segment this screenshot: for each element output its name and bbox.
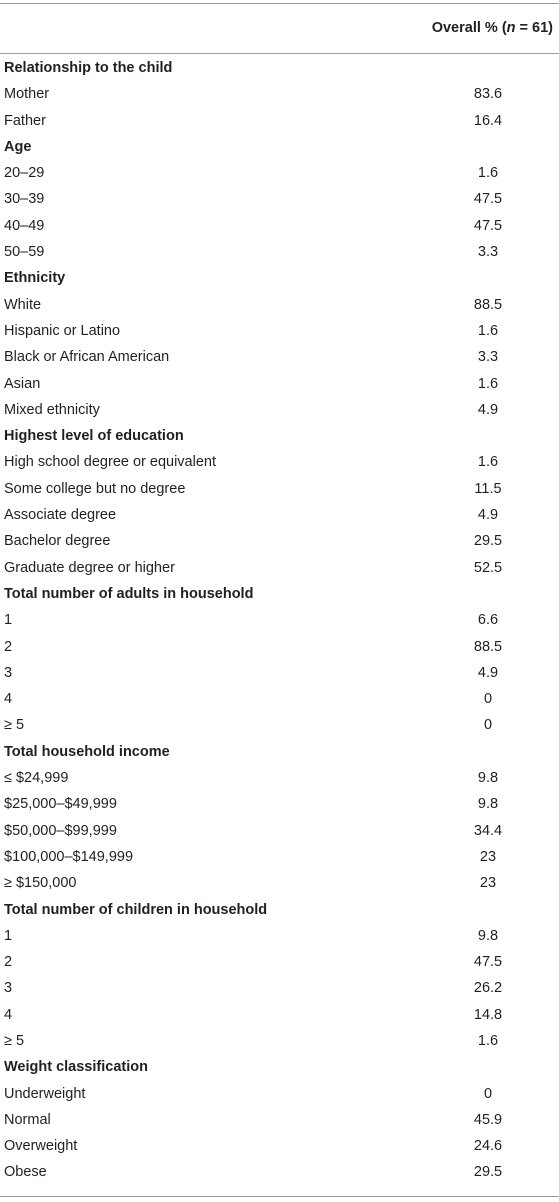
row-label: Hispanic or Latino xyxy=(4,322,121,339)
row-value: 88.5 xyxy=(473,638,503,655)
row-label: Obese xyxy=(4,1164,47,1181)
table-row xyxy=(0,449,559,475)
table-row xyxy=(0,765,559,791)
row-value: 24.6 xyxy=(473,1138,503,1155)
row-value: 4.9 xyxy=(477,401,499,418)
section-header-row xyxy=(0,1054,559,1080)
table-row xyxy=(0,712,559,738)
row-label: 3 xyxy=(4,980,13,997)
table-bottom-rule xyxy=(0,1196,559,1197)
row-value: 29.5 xyxy=(473,1164,503,1181)
row-label: Associate degree xyxy=(4,507,117,524)
row-value: 23 xyxy=(479,875,497,892)
row-label: Mother xyxy=(4,86,50,103)
row-label: $100,000–$149,999 xyxy=(4,848,134,865)
section-header-row xyxy=(0,423,559,449)
table-row xyxy=(0,791,559,817)
row-value: 26.2 xyxy=(473,980,503,997)
row-value: 3.3 xyxy=(477,244,499,261)
table-row xyxy=(0,528,559,554)
row-value: 3.3 xyxy=(477,349,499,366)
section-header-row xyxy=(0,134,559,160)
row-label: $50,000–$99,999 xyxy=(4,822,117,839)
row-value: 14.8 xyxy=(473,1006,503,1023)
column-header-prefix: Overall % ( xyxy=(431,20,507,36)
row-label: 4 xyxy=(4,691,13,708)
row-label: 50–59 xyxy=(4,244,45,261)
section-title: Total number of adults in household xyxy=(4,585,254,602)
row-value: 6.6 xyxy=(477,612,499,629)
row-value: 16.4 xyxy=(473,112,503,129)
row-label: Underweight xyxy=(4,1085,86,1102)
table-row xyxy=(0,1081,559,1107)
row-label: ≥ $150,000 xyxy=(4,875,77,892)
table-row xyxy=(0,870,559,896)
row-label: ≤ $24,999 xyxy=(4,770,69,787)
row-value: 47.5 xyxy=(473,217,503,234)
section-title: Relationship to the child xyxy=(4,60,173,76)
row-label: Graduate degree or higher xyxy=(4,559,175,576)
section-title: Ethnicity xyxy=(4,270,66,287)
row-value: 83.6 xyxy=(473,86,503,103)
column-header-suffix: = 61) xyxy=(515,20,553,36)
section-title: Total household income xyxy=(4,743,170,760)
row-value: 29.5 xyxy=(473,533,503,550)
row-label: White xyxy=(4,296,42,313)
row-value: 47.5 xyxy=(473,954,503,971)
row-label: ≥ 5 xyxy=(4,1032,25,1049)
row-label: 3 xyxy=(4,664,13,681)
row-label: ≥ 5 xyxy=(4,717,25,734)
table-row xyxy=(0,844,559,870)
table-row xyxy=(0,949,559,975)
table-row xyxy=(0,1002,559,1028)
table-row xyxy=(0,1159,559,1185)
table-row xyxy=(0,344,559,370)
section-title: Age xyxy=(4,138,32,155)
row-label: 20–29 xyxy=(4,165,45,182)
table-row xyxy=(0,502,559,528)
row-label: High school degree or equivalent xyxy=(4,454,216,471)
row-value: 88.5 xyxy=(473,296,503,313)
table-header-row xyxy=(0,14,559,42)
row-value: 0 xyxy=(483,1085,493,1102)
section-header-row xyxy=(0,55,559,81)
table-row xyxy=(0,1133,559,1159)
row-label: Normal xyxy=(4,1111,51,1128)
row-value: 1.6 xyxy=(477,454,499,471)
table-row xyxy=(0,213,559,239)
row-label: Overweight xyxy=(4,1138,78,1155)
table-row xyxy=(0,239,559,265)
section-header-row xyxy=(0,739,559,765)
row-value: 1.6 xyxy=(477,375,499,392)
table-row xyxy=(0,660,559,686)
row-label: Black or African American xyxy=(4,349,170,366)
table-row xyxy=(0,371,559,397)
row-value: 9.8 xyxy=(477,796,499,813)
row-value: 4.9 xyxy=(477,664,499,681)
row-label: Mixed ethnicity xyxy=(4,401,100,418)
section-title: Total number of children in household xyxy=(4,901,268,918)
row-label: 1 xyxy=(4,927,13,944)
row-value: 34.4 xyxy=(473,822,503,839)
table-row xyxy=(0,318,559,344)
table-row xyxy=(0,607,559,633)
row-value: 47.5 xyxy=(473,191,503,208)
table-row xyxy=(0,975,559,1001)
row-label: 40–49 xyxy=(4,217,45,234)
table-row xyxy=(0,292,559,318)
row-label: $25,000–$49,999 xyxy=(4,796,117,813)
row-value: 11.5 xyxy=(474,480,502,497)
table-row xyxy=(0,634,559,660)
table-top-rule xyxy=(0,3,559,4)
row-value: 1.6 xyxy=(477,165,499,182)
table-row xyxy=(0,923,559,949)
table-row xyxy=(0,818,559,844)
table-row xyxy=(0,476,559,502)
row-value: 0 xyxy=(483,691,493,708)
section-title: Highest level of education xyxy=(4,428,184,445)
table-row xyxy=(0,1028,559,1054)
header-bottom-rule xyxy=(0,53,559,54)
row-value: 52.5 xyxy=(473,559,503,576)
table-body xyxy=(0,55,559,1186)
row-value: 45.9 xyxy=(473,1111,503,1128)
row-value: 4.9 xyxy=(477,507,499,524)
table-row xyxy=(0,1107,559,1133)
section-header-row xyxy=(0,897,559,923)
row-label: Asian xyxy=(4,375,41,392)
table-row xyxy=(0,555,559,581)
row-label: 2 xyxy=(4,954,13,971)
table-row xyxy=(0,397,559,423)
row-label: Some college but no degree xyxy=(4,480,186,497)
section-title: Weight classification xyxy=(4,1059,148,1076)
row-value: 9.8 xyxy=(477,770,499,787)
table-row xyxy=(0,81,559,107)
row-value: 9.8 xyxy=(477,927,499,944)
row-value: 1.6 xyxy=(477,322,499,339)
table-row xyxy=(0,108,559,134)
row-value: 1.6 xyxy=(477,1032,499,1049)
table-row xyxy=(0,160,559,186)
row-value: 23 xyxy=(479,848,497,865)
table-row xyxy=(0,686,559,712)
column-header-n: n xyxy=(506,20,516,36)
row-label: Father xyxy=(4,112,46,129)
row-label: Bachelor degree xyxy=(4,533,111,550)
section-header-row xyxy=(0,581,559,607)
table-row xyxy=(0,186,559,212)
section-header-row xyxy=(0,265,559,291)
row-value: 0 xyxy=(483,717,493,734)
row-label: 30–39 xyxy=(4,191,45,208)
row-label: 2 xyxy=(4,638,13,655)
row-label: 1 xyxy=(4,612,13,629)
column-header-overall xyxy=(432,14,553,42)
row-label: 4 xyxy=(4,1006,13,1023)
